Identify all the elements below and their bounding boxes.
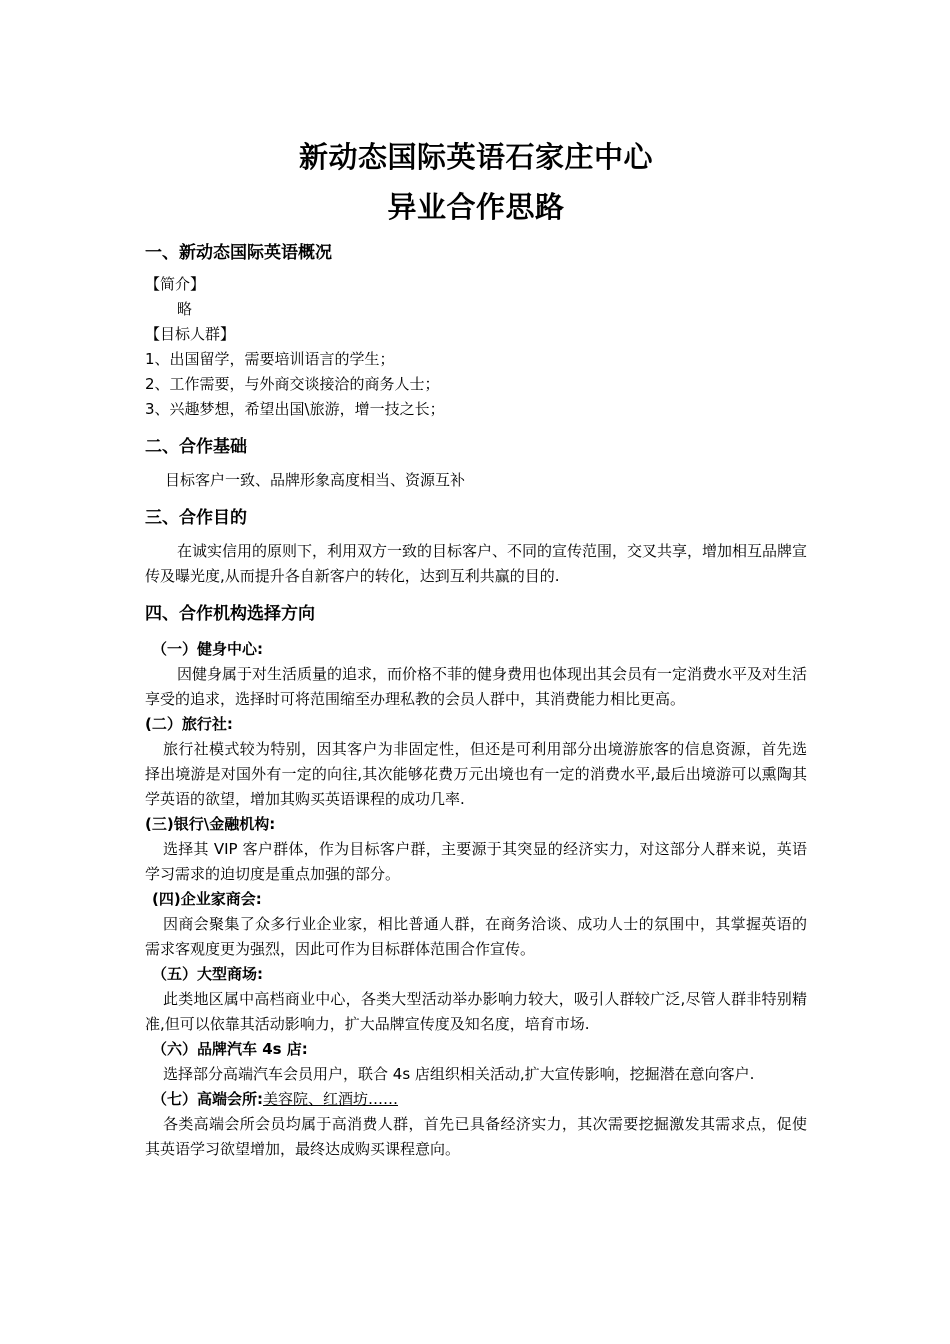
item7-label: （七）高端会所: <box>152 1090 263 1108</box>
item2-label: (二）旅行社: <box>145 715 233 733</box>
section2-heading: 二、合作基础 <box>145 437 247 457</box>
intro-text: 略 <box>177 300 193 318</box>
target-item-3: 3、兴趣梦想，希望出国\旅游，增一技之长； <box>145 400 445 418</box>
item7-label-extra: 美容院、红酒坊…… <box>263 1090 399 1108</box>
item7-text: 各类高端会所会员均属于高消费人群，首先已具备经济实力，其次需要挖掘激发其需求点，促使其英语学习欲望增加，最终达成购买课程意向。 <box>145 1115 807 1158</box>
section3-text: 在诚实信用的原则下，利用双方一致的目标客户、不同的宣传范围，交叉共享，增加相互品牌宣传及曝光度,从而提升各自新客户的转化，达到互利共赢的目的. <box>145 542 808 585</box>
item2-text: 旅行社模式较为特别，因其客户为非固定性，但还是可利用部分出境游旅客的信息资源，首先选择出境游是对国外有一定的向往,其次能够花费万元出境也有一定的消费水平,最后出境游可以熏陶其学英语的欲望，增加其购买英语课程的成功几率. <box>145 740 807 808</box>
item5-text: 此类地区属中高档商业中心，各类大型活动举办影响力较大，吸引人群较广泛,尽管人群非特别精准,但可以依靠其活动影响力，扩大品牌宣传度及知名度，培育市场. <box>145 990 807 1033</box>
item3-label: (三)银行\金融机构: <box>145 815 276 833</box>
target-item-1: 1、出国留学，需要培训语言的学生； <box>145 350 395 368</box>
item5-label: （五）大型商场: <box>152 965 263 983</box>
item7-label-line <box>145 1087 807 1112</box>
item1-label: （一）健身中心: <box>152 640 263 658</box>
target-label: 【目标人群】 <box>145 325 236 343</box>
section3-heading: 三、合作目的 <box>145 508 247 528</box>
document-body <box>145 132 807 1162</box>
document-title-line1: 新动态国际英语石家庄中心 <box>298 140 653 174</box>
item6-text: 选择部分高端汽车会员用户，联合 4s 店组织相关活动,扩大宣传影响，挖掘潜在意向客户. <box>163 1065 755 1083</box>
item3-text: 选择其 VIP 客户群体，作为目标客户群，主要源于其突显的经济实力，对这部分人群来说，英语学习需求的迫切度是重点加强的部分。 <box>145 840 807 883</box>
item4-label: (四)企业家商会: <box>152 890 262 908</box>
target-item-2: 2、工作需要，与外商交谈接洽的商务人士； <box>145 375 440 393</box>
item4-text: 因商会聚集了众多行业企业家，相比普通人群，在商务洽谈、成功人士的氛围中，其掌握英语的需求客观度更为强烈，因此可作为目标群体范围合作宣传。 <box>145 915 807 958</box>
intro-label: 【简介】 <box>145 275 206 293</box>
section2-text: 目标客户一致、品牌形象高度相当、资源互补 <box>165 471 466 489</box>
section1-heading: 一、新动态国际英语概况 <box>145 243 332 263</box>
item1-text: 因健身属于对生活质量的追求，而价格不菲的健身费用也体现出其会员有一定消费水平及对生活享受的追求，选择时可将范围缩至办理私教的会员人群中，其消费能力相比更高。 <box>145 665 808 708</box>
document-title-line2: 异业合作思路 <box>387 190 565 224</box>
section4-heading: 四、合作机构选择方向 <box>145 604 315 624</box>
item6-label: （六）品牌汽车 4s 店: <box>152 1040 308 1058</box>
